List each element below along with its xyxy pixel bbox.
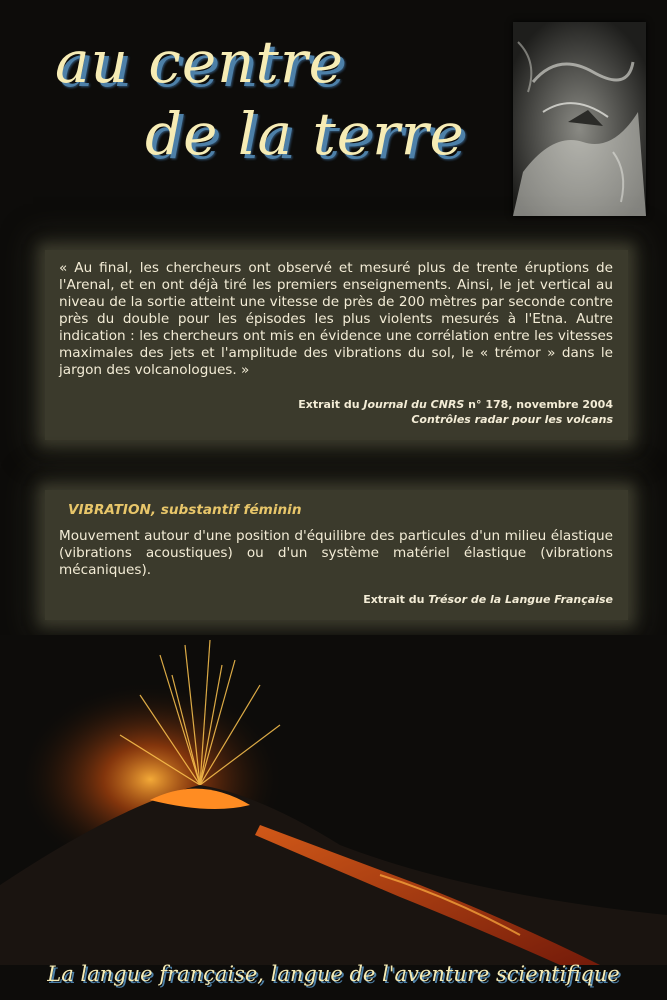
quote-source-line [298,397,613,412]
definition-source [363,592,613,607]
quote-source-journal: Journal du CNRS [363,398,465,411]
page-title [0,0,520,220]
definition-term: VIBRATION, substantif féminin [68,502,302,518]
definition-source-prefix: Extrait du [363,593,429,606]
definition-text: Mouvement autour d'une position d'équilibre des particules d'un milieu élastique (vibrations acoustiques) ou d'un système matériel élastique (vibrations mécaniques). [59,528,613,578]
definition-box [45,490,628,620]
definition-source-work: Trésor de la Langue Française [428,593,613,606]
title-line-2: de la terre [145,100,465,168]
footer-tagline: La langue française, langue de l'aventure scientifique [47,962,620,986]
quote-source-suffix: n° 178, novembre 2004 [464,398,613,411]
engraving-image [513,22,646,216]
title-line-1: au centre [55,28,344,96]
quote-source-prefix: Extrait du [298,398,364,411]
quote-source-article: Contrôles radar pour les volcans [411,413,613,426]
quote-text: « Au final, les chercheurs ont observé et mesuré plus de trente éruptions de l'Arenal, et en ont déjà tiré les premiers enseignements. Ainsi, le jet vertical au niveau de la sortie atteint une vitesse de près de 200 mètres par seconde contre près du double pour les épisodes les plus violents mesurés à l'Etna. Autre indication : les chercheurs ont mis en évidence une corrélation entre les vitesses maximales des jets et l'amplitude des vibrations du sol, le « trémor » dans le jargon des volcanologues. » [59,260,613,378]
volcano-image [0,635,667,965]
quote-box [45,250,628,440]
quote-source [298,397,613,427]
